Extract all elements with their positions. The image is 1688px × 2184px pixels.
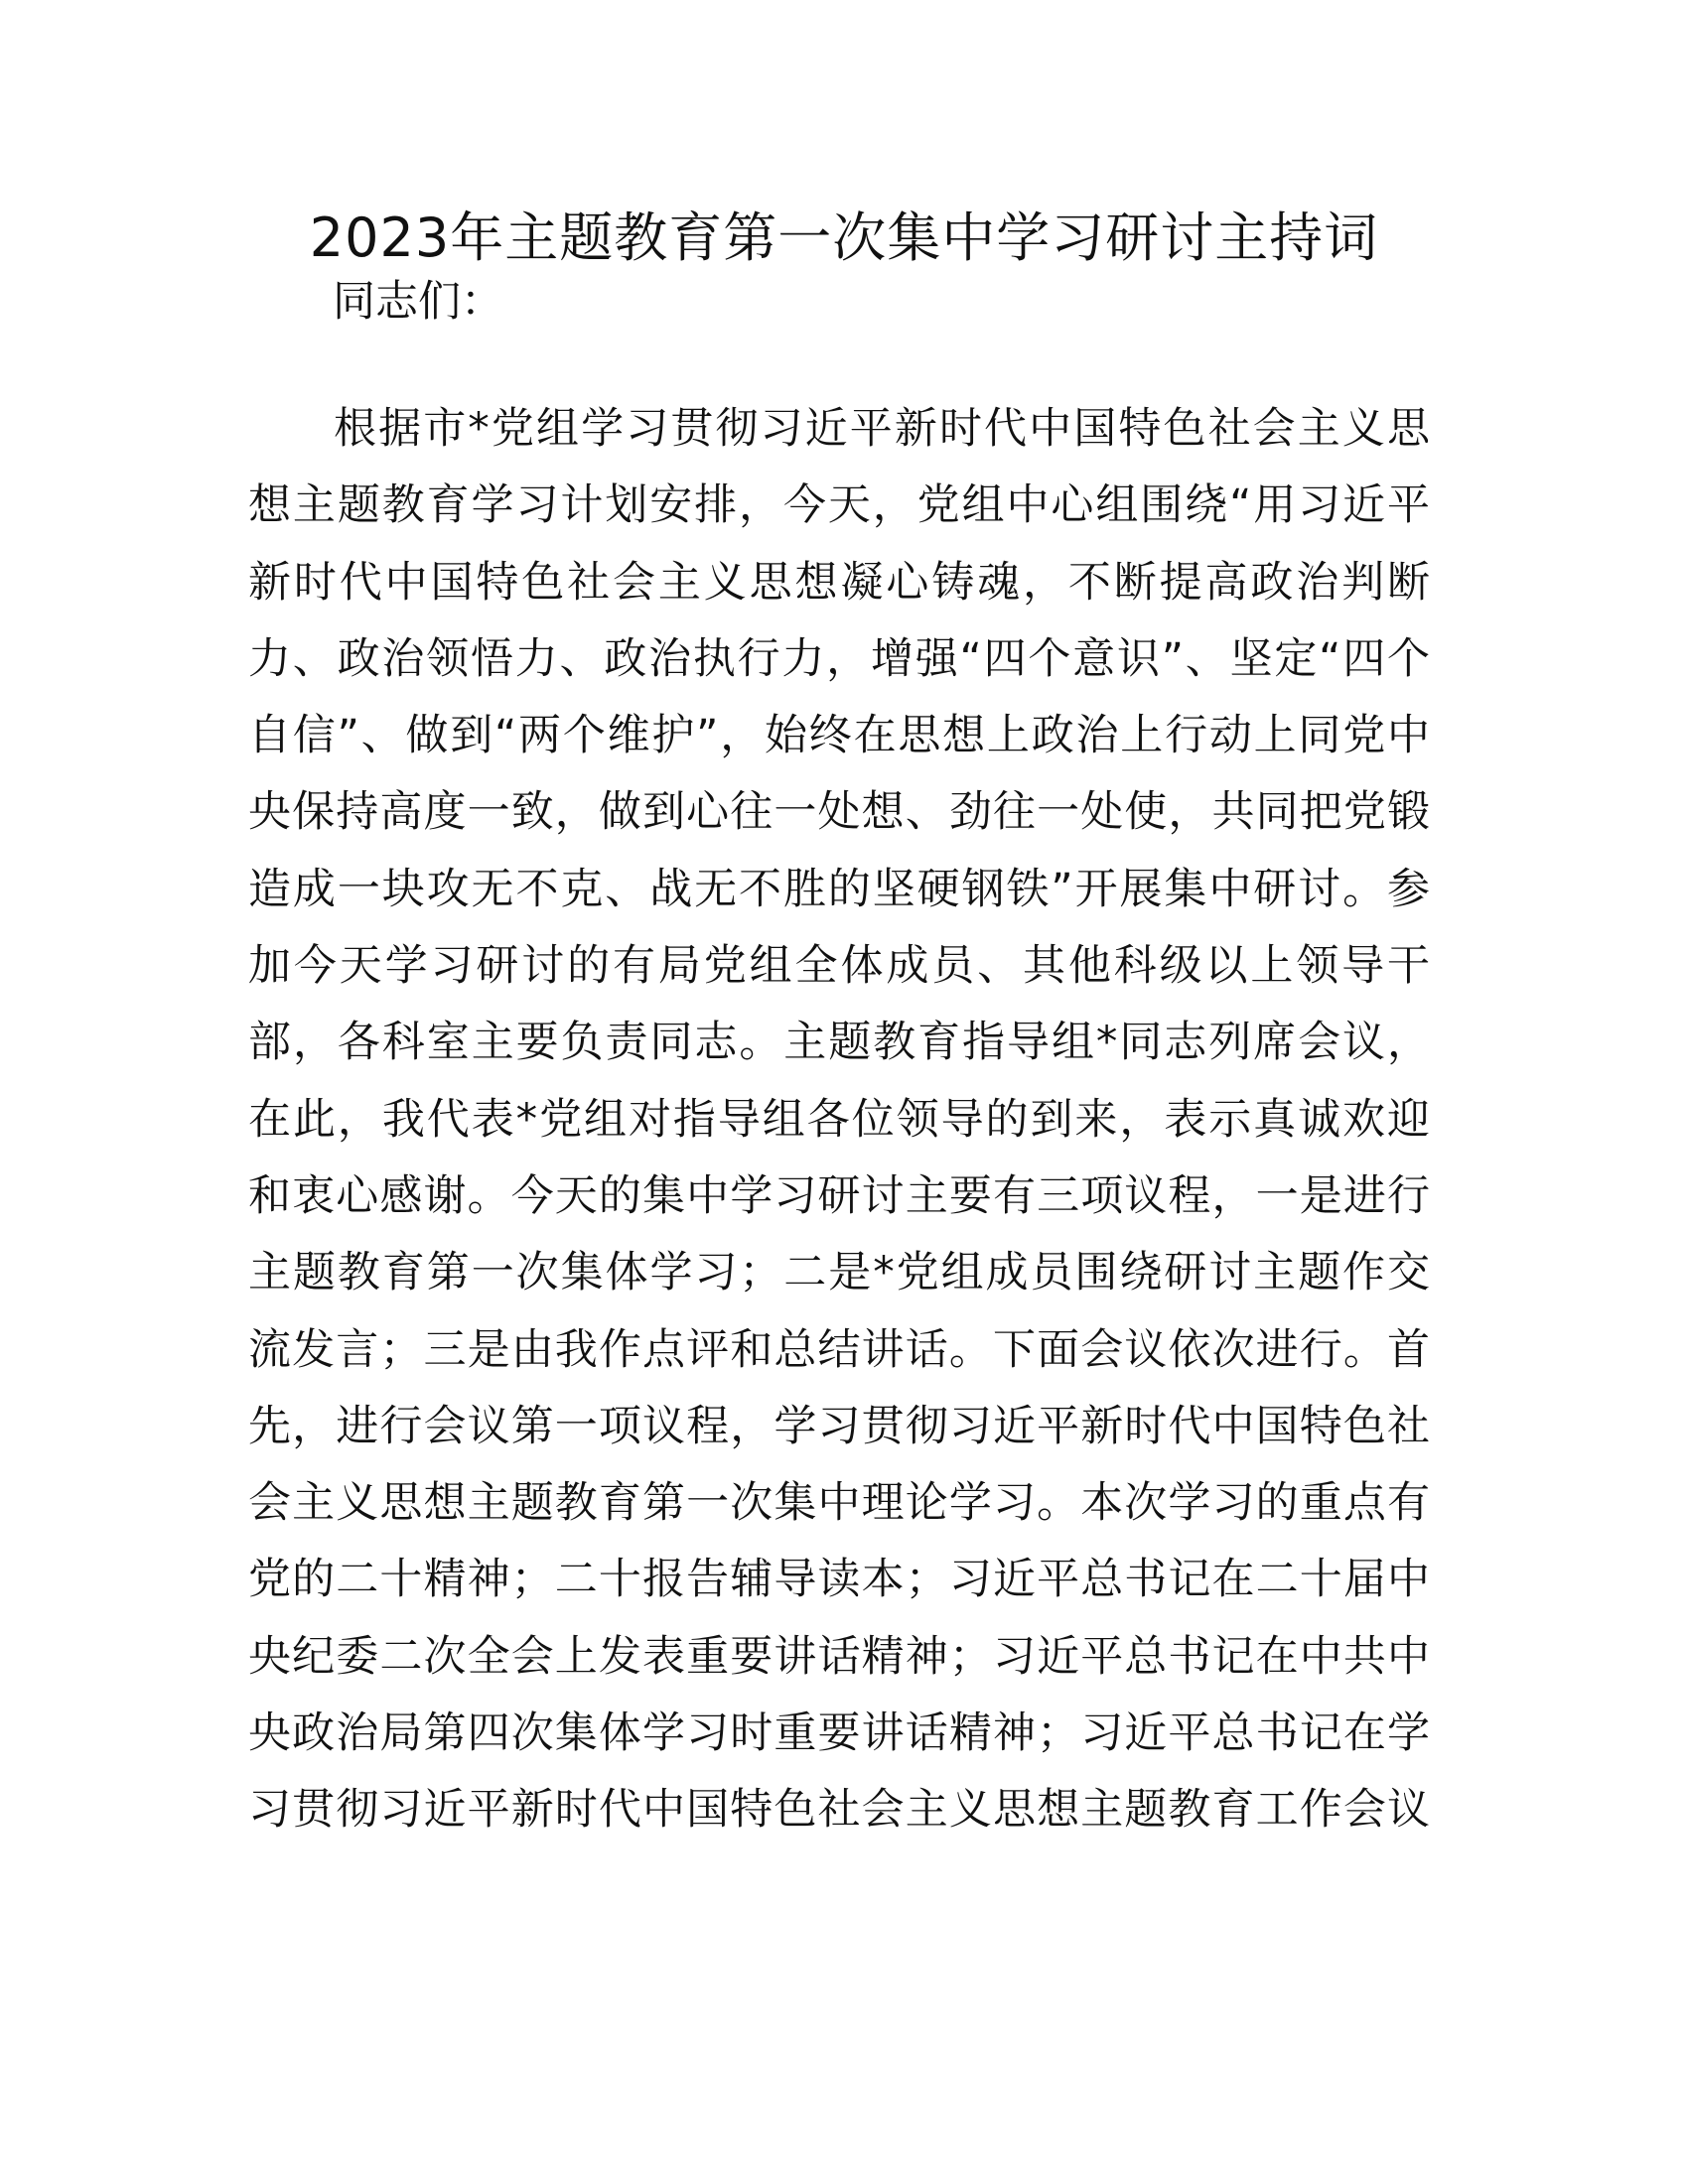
paragraph-line: 在此，我代表*党组对指导组各位领导的到来，表示真诚欢迎 <box>248 1094 1430 1145</box>
paragraph-line: 央政治局第四次集体学习时重要讲话精神；习近平总书记在学 <box>248 1708 1430 1759</box>
paragraph-line: 新时代中国特色社会主义思想凝心铸魂，不断提高政治判断 <box>248 557 1430 608</box>
paragraph-line: 部，各科室主要负责同志。主题教育指导组*同志列席会议， <box>248 1018 1430 1068</box>
paragraph-line: 自信”、做到“两个维护”，始终在思想上政治上行动上同党中 <box>248 711 1430 761</box>
paragraph-line: 会主义思想主题教育第一次集中理论学习。本次学习的重点有 <box>248 1478 1430 1529</box>
paragraph-line: 想主题教育学习计划安排，今天，党组中心组围绕“用习近平 <box>248 480 1430 531</box>
paragraph-line: 习贯彻习近平新时代中国特色社会主义思想主题教育工作会议 <box>248 1785 1430 1836</box>
paragraph-line: 加今天学习研讨的有局党组全体成员、其他科级以上领导干 <box>248 941 1430 992</box>
body-paragraph <box>248 391 1430 1849</box>
paragraph-line: 根据市*党组学习贯彻习近平新时代中国特色社会主义思 <box>334 404 1430 454</box>
salutation: 同志们： <box>333 277 503 327</box>
paragraph-line: 和衷心感谢。今天的集中学习研讨主要有三项议程，一是进行 <box>248 1170 1430 1221</box>
paragraph-line: 央保持高度一致，做到心往一处想、劲往一处使，共同把党锻 <box>248 787 1430 838</box>
paragraph-line: 主题教育第一次集体学习；二是*党组成员围绕研讨主题作交 <box>248 1248 1430 1298</box>
paragraph-line: 先，进行会议第一项议程，学习贯彻习近平新时代中国特色社 <box>248 1401 1430 1451</box>
paragraph-line: 造成一块攻无不克、战无不胜的坚硬钢铁”开展集中研讨。参 <box>248 864 1430 914</box>
paragraph-line: 央纪委二次全会上发表重要讲话精神；习近平总书记在中共中 <box>248 1631 1430 1682</box>
paragraph-line: 党的二十精神；二十报告辅导读本；习近平总书记在二十届中 <box>248 1555 1430 1605</box>
paragraph-line: 流发言；三是由我作点评和总结讲话。下面会议依次进行。首 <box>248 1324 1430 1375</box>
document-title: 2023年主题教育第一次集中学习研讨主持词 <box>309 206 1379 269</box>
paragraph-line: 力、政治领悟力、政治执行力，增强“四个意识”、坚定“四个 <box>248 633 1430 684</box>
